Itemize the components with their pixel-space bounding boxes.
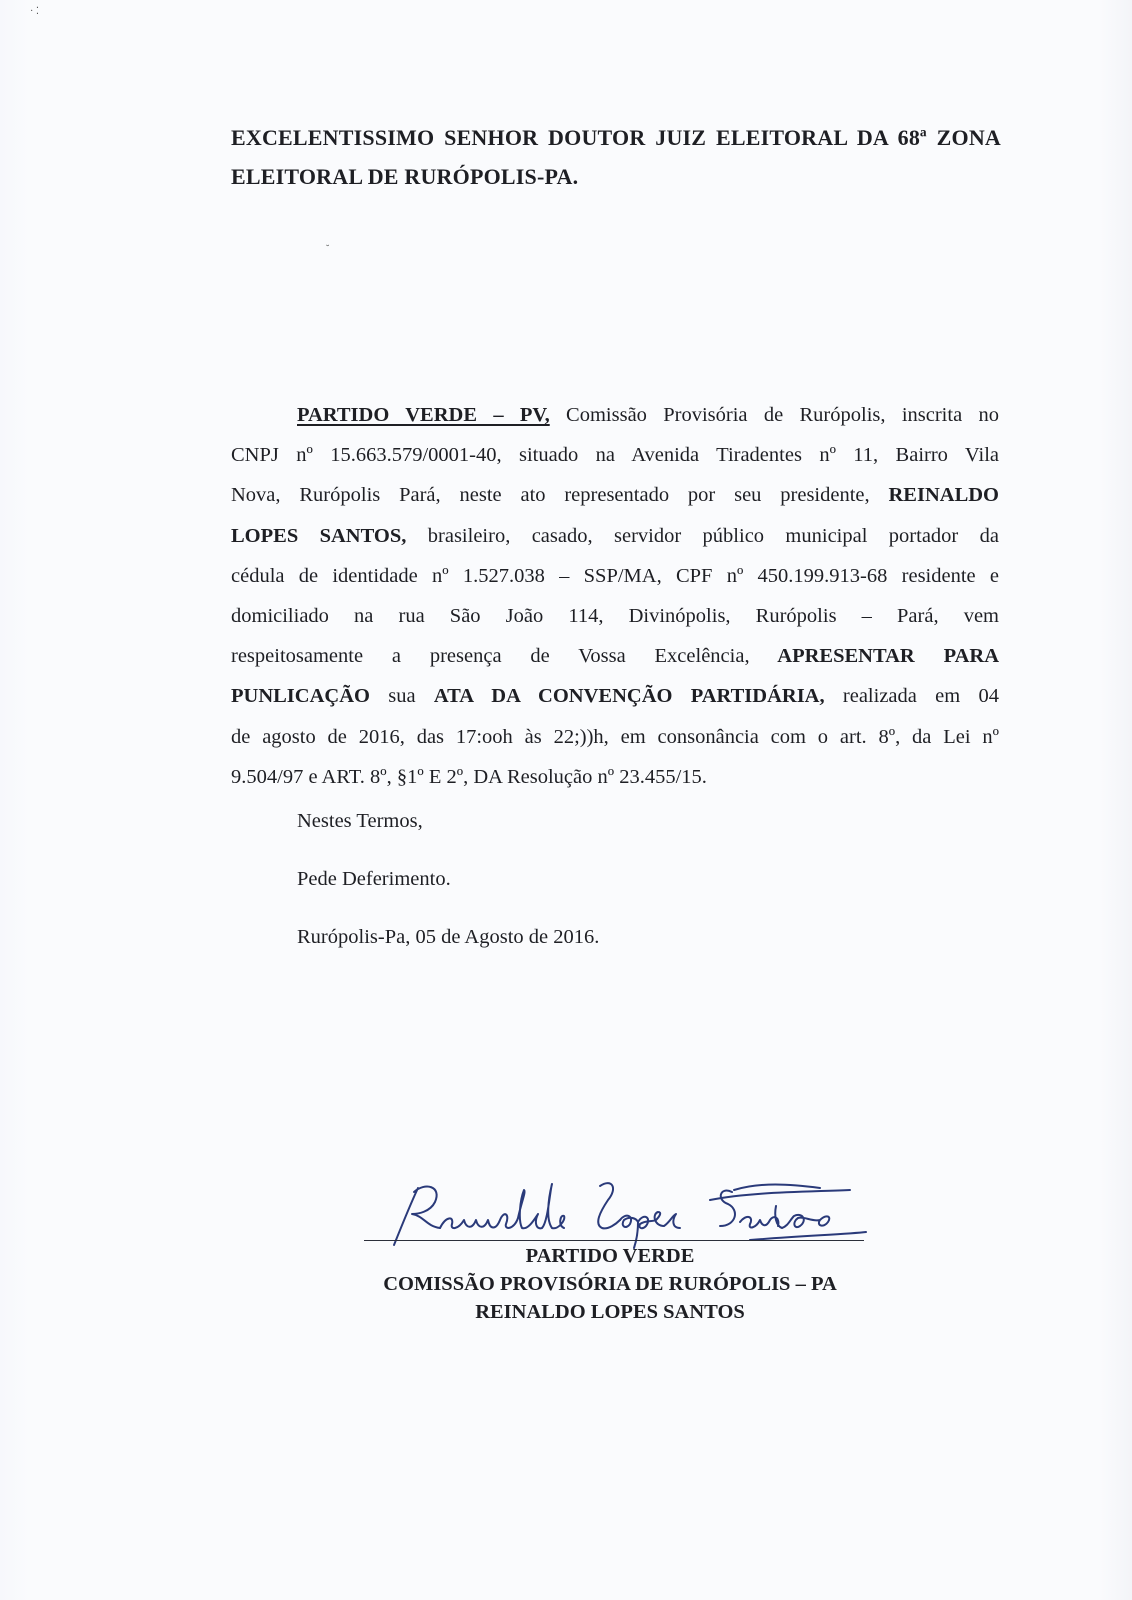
signer-name: REINALDO LOPES SANTOS (475, 1301, 745, 1323)
heading-line-2: ELEITORAL DE RURÓPOLIS-PA. (231, 164, 579, 189)
heading-line-1: EXCELENTISSIMO SENHOR DOUTOR JUIZ ELEITORAL DA 68ª ZONA (231, 125, 1001, 150)
petition-body (231, 395, 999, 797)
document-heading (231, 118, 1001, 196)
closing-place-date: Rurópolis-Pa, 05 de Agosto de 2016. (297, 926, 600, 948)
body-line: LOPES SANTOS, brasileiro, casado, servidor público municipal portador da (231, 524, 999, 547)
body-line: 9.504/97 e ART. 8º, §1º E 2º, DA Resolução nº 23.455/15. (231, 765, 707, 788)
body-line: CNPJ nº 15.663.579/0001-40, situado na Avenida Tiradentes nº 11, Bairro Vila (231, 444, 999, 467)
scan-speck: ˘ (326, 244, 330, 255)
body-line: cédula de identidade nº 1.527.038 – SSP/MA, CPF nº 450.199.913-68 residente e (231, 564, 999, 587)
party-name: PARTIDO VERDE – PV, (297, 404, 550, 426)
body-line: PARTIDO VERDE – PV, Comissão Provisória de Rurópolis, inscrita no (297, 404, 999, 426)
body-line: domiciliado na rua São João 114, Divinópolis, Rurópolis – Pará, vem (231, 605, 999, 628)
signer-org: PARTIDO VERDE (525, 1245, 695, 1267)
scan-speck: · ⁚ (30, 6, 40, 17)
president-name: LOPES SANTOS, (231, 524, 407, 547)
handwritten-signature (380, 1170, 870, 1250)
body-line: PUNLICAÇÃO sua ATA DA CONVENÇÃO PARTIDÁRIA, realizada em 04 (231, 685, 1000, 708)
closing-terms: Nestes Termos, (297, 810, 423, 832)
body-line: respeitosamente a presença de Vossa Excelência, APRESENTAR PARA (231, 645, 999, 668)
signer-commission: COMISSÃO PROVISÓRIA DE RURÓPOLIS – PA (383, 1273, 837, 1295)
body-line: Nova, Rurópolis Pará, neste ato representado por seu presidente, REINALDO (231, 484, 999, 507)
signature-line (364, 1240, 864, 1241)
signer-block (330, 1242, 890, 1326)
signature-text: Reinaldo Lopes Santos (380, 1170, 390, 1171)
body-line: de agosto de 2016, das 17:ooh às 22;))h, em consonância com o art. 8º, da Lei nº (231, 725, 999, 748)
closing-request: Pede Deferimento. (297, 868, 451, 890)
